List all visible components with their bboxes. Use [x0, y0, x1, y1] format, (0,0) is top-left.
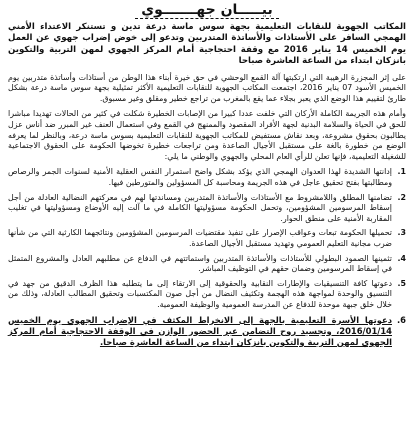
demand-number: 5.: [397, 278, 406, 288]
demand-text: إدانتها الشديدة لهذا العدوان الهمجي الذي يؤكد بشكل واضح استمرار النفس العقلية الأمنية لسنوات الجمر والرصاص ومطالبتها بفتح تحقيق عاجل في هذه الجريمة ومحاسبة كل المسؤولين والمتورطين فيها.: [8, 167, 392, 187]
demand-text: تحميلها الحكومة تبعات وعواقب الإصرار على تنفيذ مقتضيات المرسومين المشؤومين ونتائجهما الكارثية التي من شأنها ضرب مجانية التعليم العمومي وتهديد مستقبل الأجيال الصاعدة.: [8, 228, 392, 248]
demand-item: [8, 193, 406, 225]
demand-number: 6.: [396, 314, 406, 325]
demand-text: تضامنها المطلق واللامشروط مع الأستاذات والأساتذة المتدربين ومساندتها لهم في معركتهم النضالية العادلة من أجل إسقاط المرسومين المشؤومين، وتحمل الحكومة مسؤوليتها الكاملة في ما آلت إليه الأوضاع ومسؤوليتها في تغليب المقاربة الأمنية على منطق الحوار.: [8, 192, 392, 223]
demand-item: [8, 228, 406, 249]
demand-number: 3.: [397, 228, 406, 238]
demand-item: [8, 254, 406, 275]
body-paragraph-2: وأمام هذه الجريمة الكاملة الأركان التي خلفت عددا كبيرا من الإصابات الخطيرة شكلت في كثير من الحالات تهديدا مباشرا للحق في الحياة والسلامة البدنية لجهة الأفراد المقصود والممنهج في القمع وفي استعمال العنف غير المبرر ضد أناس عزل يطالبون بحقوق مشروعة، وبعد نقاش مستفيض للمكاتب الجهوية للنقابات التعليمية بسوس ماسة درعة، وبالنظر لما يعرفه الوضع من خطورة بالغة على مستقبل الأجيال الصاعدة ومن تراجعات خطيرة تخوضها الحكومة على الحقوق الاجتماعية للشغيلة التعليمية، فإنها تعلن للرأي العام المحلي والجهوي والوطني ما يلي:: [8, 109, 406, 161]
body-paragraph-1: على إثر المجزرة الرهيبة التي ارتكبتها آلة القمع الوحشي في حق خيرة أبناء هذا الوطن من أستاذات وأساتذة متدربين يوم الخميس الأسود 07 يناير 2016، اجتمعت المكاتب الجهوية للنقابات التعليمية الأكثر تمثيلية بجهة سوس ماسة درعة بشكل طارئ لتقييم هذا الوضع الذي يعبر بجلاء عما يقع بالمغرب من تراجع خطير ومقلق وغير مسبوق.: [8, 72, 406, 103]
demand-item: [8, 279, 406, 311]
demand-item: [8, 315, 406, 349]
demand-number: 2.: [397, 192, 406, 202]
demand-text: تثمينها الصمود البطولي للأستاذات والأساتذة المتدربين واستماتتهم في الدفاع عن مطلبهم العادل والمشروع المتمثل في إسقاط المرسومين وضمان حقهم في التوظيف المباشر.: [8, 253, 392, 274]
demand-number: 4.: [397, 253, 406, 263]
demand-item: [8, 167, 406, 188]
demand-text: دعوتها كافة التنسيقيات والإطارات النقابية والحقوقية إلى الارتقاء إلى ما يتطلبه هذا الظرف الدقيق من جهد في التنسيق والوحدة لمواجهة هذه الهجمة وتكثيف النضال من أجل صون المكتسبات وتحقيق المطالب العادلة، وذلك من خلال خلق جبهة موحدة للدفاع عن المدرسة العمومية والوظيفة العمومية.: [8, 278, 392, 309]
demand-text: دعوتها الأسرة التعليمية بالجهة إلى الانخراط المكثف في الإضراب الجهوي يوم الخميس 2016/01/14، وتجسيد روح التضامن عبر الحضور الوازن في الوقفة الاحتجاجية أمام المركز الجهوي لمهن التربية والتكوين بانزكان ابتداء من الساعة العاشرة صباحا.: [8, 314, 392, 347]
document-title: بيـــــان جهـــــــوي: [8, 2, 406, 19]
intro-paragraph: المكاتب الجهوية للنقابات التعليمية بجهة سوس ماسة درعة تدين و تستنكر الاعتداء الأمني الهمجي السافر على الأستاذات والأساتذة المتدربين وتدعو إلى خوض إضراب جهوي عن العمل يوم الخميس 14 يناير 2016 مع وقفة احتجاجية أمام المركز الجهوي لمهن التربية والتكوين بانزكان ابتداء من الساعة العاشرة صباحا: [8, 22, 406, 67]
demands-list: [8, 167, 406, 348]
demand-number: 1.: [397, 167, 406, 177]
